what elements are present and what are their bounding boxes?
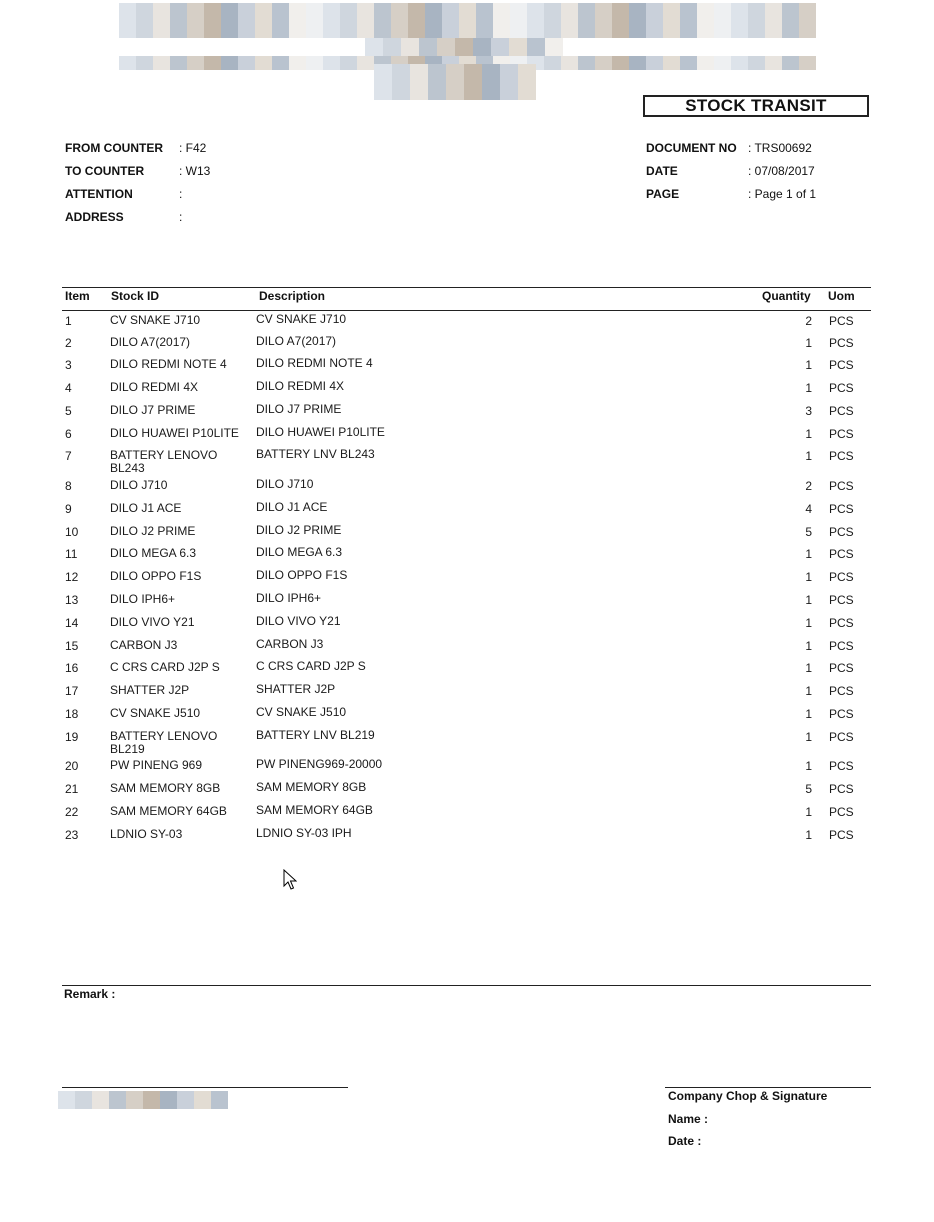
description-cell: DILO J1 ACE bbox=[256, 500, 328, 514]
description-cell: SHATTER J2P bbox=[256, 682, 336, 696]
item-cell: 2 bbox=[65, 336, 72, 350]
item-cell: 11 bbox=[65, 547, 78, 561]
uom-cell: PCS bbox=[829, 593, 854, 607]
description-cell: PW PINENG969-20000 bbox=[256, 757, 383, 771]
redacted-company-name bbox=[119, 3, 824, 38]
uom-cell: PCS bbox=[829, 381, 854, 395]
stock-id-cell: SAM MEMORY 64GB bbox=[110, 804, 227, 818]
item-cell: 17 bbox=[65, 684, 79, 698]
quantity-cell: 2 bbox=[805, 314, 812, 328]
stock-id-cell: DILO IPH6+ bbox=[110, 592, 176, 606]
uom-cell: PCS bbox=[829, 707, 854, 721]
description-cell: DILO OPPO F1S bbox=[256, 568, 348, 582]
address-value: : bbox=[179, 210, 183, 224]
stock-id-cell: C CRS CARD J2P S bbox=[110, 660, 220, 674]
quantity-cell: 1 bbox=[805, 730, 812, 744]
item-cell: 7 bbox=[65, 449, 72, 463]
uom-cell: PCS bbox=[829, 759, 854, 773]
quantity-cell: 1 bbox=[805, 661, 812, 675]
redacted-company-line2 bbox=[365, 38, 577, 56]
col-header-stock-id: Stock ID bbox=[111, 289, 160, 303]
signature-name-label: Name : bbox=[668, 1112, 709, 1126]
stock-id-cell: PW PINENG 969 bbox=[110, 758, 203, 772]
stock-id-cell: BATTERY LENOVO BL243 bbox=[110, 448, 218, 475]
item-cell: 5 bbox=[65, 404, 72, 418]
stock-id-cell: CARBON J3 bbox=[110, 638, 178, 652]
stock-id-cell: DILO A7(2017) bbox=[110, 335, 191, 349]
quantity-cell: 1 bbox=[805, 759, 812, 773]
item-cell: 4 bbox=[65, 381, 72, 395]
quantity-cell: 1 bbox=[805, 616, 812, 630]
stock-id-cell: CV SNAKE J510 bbox=[110, 706, 201, 720]
description-cell: DILO J7 PRIME bbox=[256, 402, 342, 416]
quantity-cell: 1 bbox=[805, 639, 812, 653]
quantity-cell: 1 bbox=[805, 336, 812, 350]
item-cell: 19 bbox=[65, 730, 79, 744]
uom-cell: PCS bbox=[829, 616, 854, 630]
from-counter-value: : F42 bbox=[179, 141, 207, 155]
stock-id-cell: BATTERY LENOVO BL219 bbox=[110, 729, 218, 756]
item-cell: 20 bbox=[65, 759, 79, 773]
uom-cell: PCS bbox=[829, 336, 854, 350]
item-cell: 18 bbox=[65, 707, 79, 721]
quantity-cell: 1 bbox=[805, 805, 812, 819]
attention-value: : bbox=[179, 187, 183, 201]
quantity-cell: 1 bbox=[805, 570, 812, 584]
stock-id-cell: SHATTER J2P bbox=[110, 683, 190, 697]
description-cell: SAM MEMORY 64GB bbox=[256, 803, 373, 817]
item-cell: 21 bbox=[65, 782, 79, 796]
uom-cell: PCS bbox=[829, 479, 854, 493]
company-chop-label: Company Chop & Signature bbox=[668, 1089, 828, 1103]
item-cell: 1 bbox=[65, 314, 72, 328]
col-header-item: Item bbox=[65, 289, 90, 303]
uom-cell: PCS bbox=[829, 782, 854, 796]
description-cell: BATTERY LNV BL243 bbox=[256, 447, 375, 461]
description-cell: BATTERY LNV BL219 bbox=[256, 728, 375, 742]
description-cell: DILO J2 PRIME bbox=[256, 523, 342, 537]
uom-cell: PCS bbox=[829, 730, 854, 744]
stock-id-cell: LDNIO SY-03 bbox=[110, 827, 183, 841]
description-cell: CV SNAKE J710 bbox=[256, 312, 347, 326]
uom-cell: PCS bbox=[829, 805, 854, 819]
description-cell: CV SNAKE J510 bbox=[256, 705, 347, 719]
quantity-cell: 1 bbox=[805, 828, 812, 842]
item-cell: 13 bbox=[65, 593, 79, 607]
quantity-cell: 1 bbox=[805, 358, 812, 372]
col-header-uom: Uom bbox=[828, 289, 855, 303]
description-cell: DILO REDMI NOTE 4 bbox=[256, 356, 373, 370]
description-cell: SAM MEMORY 8GB bbox=[256, 780, 367, 794]
item-cell: 16 bbox=[65, 661, 79, 675]
quantity-cell: 1 bbox=[805, 707, 812, 721]
document-title: STOCK TRANSIT bbox=[643, 95, 869, 117]
uom-cell: PCS bbox=[829, 427, 854, 441]
left-signature-rule bbox=[62, 1087, 348, 1088]
col-header-quantity: Quantity bbox=[762, 289, 811, 303]
uom-cell: PCS bbox=[829, 314, 854, 328]
quantity-cell: 1 bbox=[805, 684, 812, 698]
item-cell: 23 bbox=[65, 828, 79, 842]
description-cell: DILO MEGA 6.3 bbox=[256, 545, 343, 559]
stock-id-cell: CV SNAKE J710 bbox=[110, 313, 201, 327]
uom-cell: PCS bbox=[829, 449, 854, 463]
from-counter-label: FROM COUNTER bbox=[65, 141, 163, 155]
col-header-description: Description bbox=[259, 289, 326, 303]
stock-id-cell: DILO J710 bbox=[110, 478, 168, 492]
uom-cell: PCS bbox=[829, 502, 854, 516]
quantity-cell: 1 bbox=[805, 547, 812, 561]
mouse-pointer-icon bbox=[283, 869, 297, 891]
date-label: DATE bbox=[646, 164, 678, 178]
description-cell: DILO J710 bbox=[256, 477, 314, 491]
quantity-cell: 3 bbox=[805, 404, 812, 418]
attention-label: ATTENTION bbox=[65, 187, 133, 201]
stock-id-cell: DILO J2 PRIME bbox=[110, 524, 196, 538]
item-cell: 10 bbox=[65, 525, 79, 539]
item-cell: 6 bbox=[65, 427, 72, 441]
stock-id-cell: DILO MEGA 6.3 bbox=[110, 546, 197, 560]
date-value: : 07/08/2017 bbox=[748, 164, 815, 178]
item-cell: 22 bbox=[65, 805, 79, 819]
stock-id-cell: DILO OPPO F1S bbox=[110, 569, 202, 583]
page-label: PAGE bbox=[646, 187, 680, 201]
description-cell: DILO A7(2017) bbox=[256, 334, 337, 348]
document-no-label: DOCUMENT NO bbox=[646, 141, 737, 155]
remark-rule bbox=[62, 985, 871, 986]
to-counter-value: : W13 bbox=[179, 164, 211, 178]
description-cell: C CRS CARD J2P S bbox=[256, 659, 366, 673]
signature-date-label: Date : bbox=[668, 1134, 702, 1148]
description-cell: DILO REDMI 4X bbox=[256, 379, 345, 393]
redacted-company-signature bbox=[58, 1091, 234, 1109]
uom-cell: PCS bbox=[829, 639, 854, 653]
quantity-cell: 1 bbox=[805, 381, 812, 395]
table-header-rule bbox=[62, 310, 871, 311]
quantity-cell: 5 bbox=[805, 782, 812, 796]
quantity-cell: 1 bbox=[805, 449, 812, 463]
description-cell: DILO IPH6+ bbox=[256, 591, 322, 605]
description-cell: DILO VIVO Y21 bbox=[256, 614, 341, 628]
uom-cell: PCS bbox=[829, 404, 854, 418]
item-cell: 3 bbox=[65, 358, 72, 372]
to-counter-label: TO COUNTER bbox=[65, 164, 145, 178]
table-top-rule bbox=[62, 287, 871, 288]
item-cell: 14 bbox=[65, 616, 79, 630]
stock-id-cell: DILO HUAWEI P10LITE bbox=[110, 426, 239, 440]
item-cell: 8 bbox=[65, 479, 72, 493]
description-cell: DILO HUAWEI P10LITE bbox=[256, 425, 385, 439]
page-value: : Page 1 of 1 bbox=[748, 187, 817, 201]
uom-cell: PCS bbox=[829, 684, 854, 698]
description-cell: CARBON J3 bbox=[256, 637, 324, 651]
quantity-cell: 5 bbox=[805, 525, 812, 539]
address-label: ADDRESS bbox=[65, 210, 124, 224]
uom-cell: PCS bbox=[829, 358, 854, 372]
quantity-cell: 4 bbox=[805, 502, 812, 516]
item-cell: 15 bbox=[65, 639, 79, 653]
stock-id-cell: DILO J7 PRIME bbox=[110, 403, 196, 417]
uom-cell: PCS bbox=[829, 525, 854, 539]
quantity-cell: 1 bbox=[805, 427, 812, 441]
description-cell: LDNIO SY-03 IPH bbox=[256, 826, 352, 840]
redacted-company-contact bbox=[374, 64, 550, 100]
item-cell: 12 bbox=[65, 570, 79, 584]
uom-cell: PCS bbox=[829, 547, 854, 561]
document-no-value: : TRS00692 bbox=[748, 141, 812, 155]
uom-cell: PCS bbox=[829, 828, 854, 842]
stock-id-cell: DILO REDMI NOTE 4 bbox=[110, 357, 227, 371]
quantity-cell: 1 bbox=[805, 593, 812, 607]
item-cell: 9 bbox=[65, 502, 72, 516]
stock-id-cell: DILO J1 ACE bbox=[110, 501, 182, 515]
uom-cell: PCS bbox=[829, 570, 854, 584]
quantity-cell: 2 bbox=[805, 479, 812, 493]
uom-cell: PCS bbox=[829, 661, 854, 675]
right-signature-rule bbox=[665, 1087, 871, 1088]
stock-id-cell: SAM MEMORY 8GB bbox=[110, 781, 221, 795]
remark-label: Remark : bbox=[64, 987, 116, 1001]
stock-id-cell: DILO VIVO Y21 bbox=[110, 615, 195, 629]
stock-id-cell: DILO REDMI 4X bbox=[110, 380, 199, 394]
